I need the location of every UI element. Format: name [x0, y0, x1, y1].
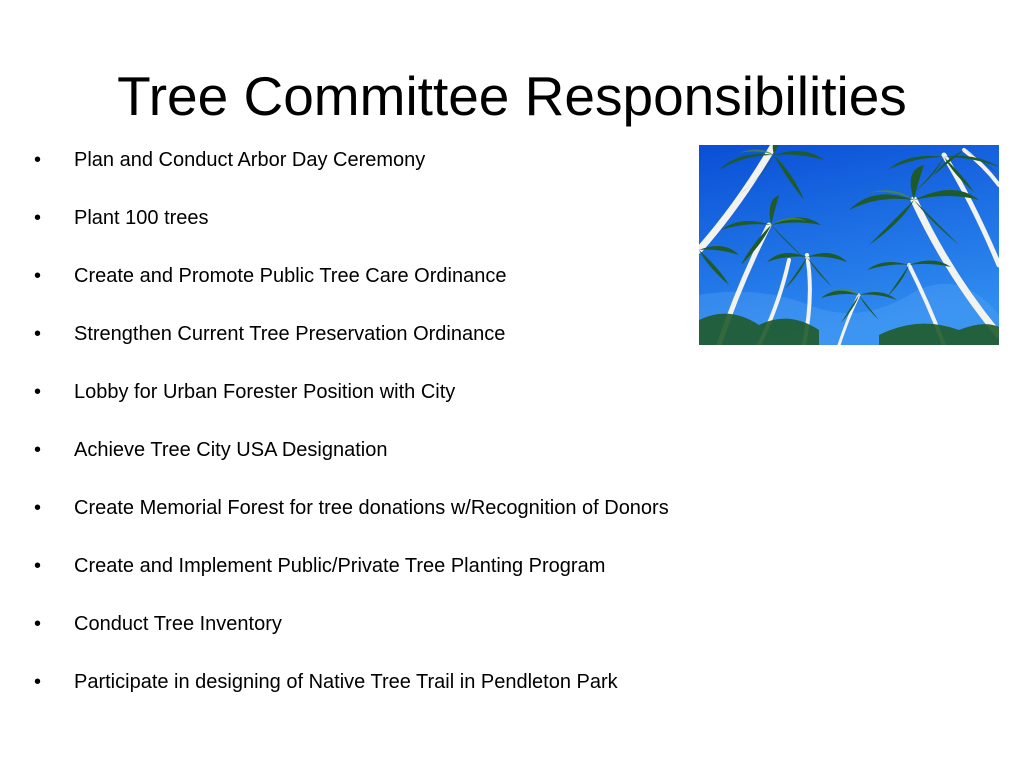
bullet-text: Strengthen Current Tree Preservation Ordinance [74, 323, 506, 345]
bullet-text: Plan and Conduct Arbor Day Ceremony [74, 149, 426, 171]
bullet-text: Conduct Tree Inventory [74, 613, 282, 635]
bullet-icon: • [34, 381, 42, 403]
bullet-icon: • [34, 439, 42, 461]
bullet-text: Achieve Tree City USA Designation [74, 439, 388, 461]
bullet-list [34, 144, 794, 724]
list-item [34, 608, 794, 666]
list-item [34, 260, 794, 318]
bullet-text: Lobby for Urban Forester Position with City [74, 381, 456, 403]
palm-trees-photo [699, 145, 999, 345]
list-item [34, 492, 794, 550]
bullet-text: Participate in designing of Native Tree Trail in Pendleton Park [74, 671, 618, 693]
list-item [34, 434, 794, 492]
list-item [34, 144, 794, 202]
bullet-icon: • [34, 671, 42, 693]
list-item [34, 318, 794, 376]
bullet-icon: • [34, 497, 42, 519]
bullet-icon: • [34, 265, 42, 287]
list-item [34, 666, 794, 724]
bullet-text: Plant 100 trees [74, 207, 209, 229]
bullet-text: Create and Promote Public Tree Care Ordinance [74, 265, 507, 287]
list-item [34, 202, 794, 260]
bullet-icon: • [34, 149, 42, 171]
list-item [34, 550, 794, 608]
palm-trees-image [699, 145, 999, 345]
bullet-text: Create Memorial Forest for tree donations w/Recognition of Donors [74, 497, 669, 519]
bullet-icon: • [34, 555, 42, 577]
bullet-icon: • [34, 613, 42, 635]
list-item [34, 376, 794, 434]
slide-title: Tree Committee Responsibilities [117, 65, 907, 127]
bullet-icon: • [34, 323, 42, 345]
bullet-icon: • [34, 207, 42, 229]
bullet-text: Create and Implement Public/Private Tree Planting Program [74, 555, 606, 577]
